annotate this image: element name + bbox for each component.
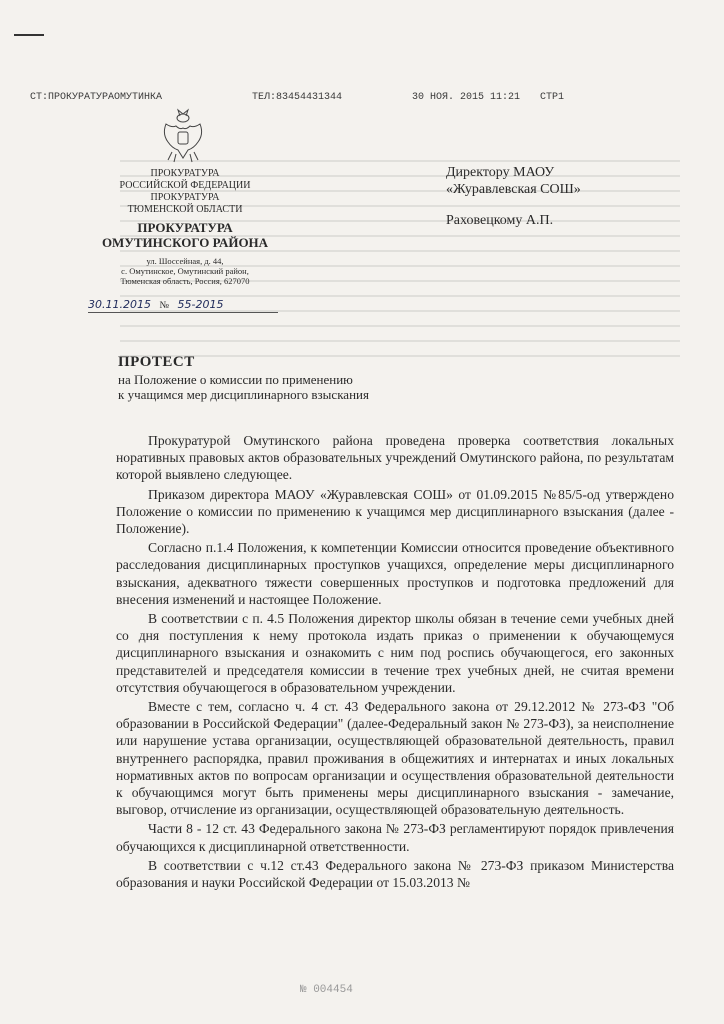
registration-number: 55-2015 bbox=[177, 298, 224, 311]
registration-line: 30.11.2015 № 55-2015 bbox=[88, 298, 278, 313]
pen-mark bbox=[14, 34, 44, 36]
document-subtitle: на Положение о комиссии по применению к учащимся мер дисциплинарного взыскания bbox=[118, 372, 369, 402]
fax-sender: СТ:ПРОКУРАТУРАОМУТИНКА bbox=[30, 92, 163, 103]
paragraph: В соответствии с ч.12 ст.43 Федерального закона № 273-ФЗ приказом Министерства образования и науки Российской Федерации от 15.03.2013 № bbox=[116, 857, 674, 891]
org-name-line2: ОМУТИНСКОГО РАЙОНА bbox=[101, 235, 269, 250]
paragraph: В соответствии с п. 4.5 Положения директор школы обязан в течение семи учебных дней со дня поступления к нему протокола издать приказ о применении к обучающемуся дисциплинарного взыскания и ознакомить с ним под роспись обучающегося, его законных представителей и председателя комиссии в течение трех учебных дней, не считая времени отсутствия обучающегося в образовательном учреждении. bbox=[116, 611, 674, 695]
fax-header bbox=[30, 92, 690, 106]
paragraph: Согласно п.1.4 Положения, к компетенции Комиссии относится проведение объективного расследования дисциплинарных проступков учащихся, определение меры дисциплинарного взыскания, адекватного тяжести совершенных проступков и подготовка предложений для внесения изменений и настоящее Положение. bbox=[116, 540, 674, 607]
paragraph: Приказом директора МАОУ «Журавлевская СОШ» от 01.09.2015 №85/5-од утверждено Положение о комиссии по применению к учащимся мер дисциплинарного взыскания (далее - Положение). bbox=[116, 486, 674, 537]
registration-date: 30.11.2015 bbox=[88, 298, 151, 311]
paragraph: Прокуратурой Омутинского района проведена проверка соответствия локальных норативных правовых актов образовательных учреждений Омутинского района, по результатам которой выявлено следующее. bbox=[116, 433, 674, 483]
fax-date: 30 НОЯ. 2015 11:21 bbox=[412, 92, 521, 103]
paragraph: Вместе с тем, согласно ч. 4 ст. 43 Федерального закона от 29.12.2012 № 273-ФЗ "Об образовании в Российской Федерации" (далее-Федеральный закон № 273-ФЗ), за неисполнение или нарушение устава организации, осуществляющей образовательной деятельность, правил внутреннего распорядка, правил проживания в общежитиях и интернатах и иных локальных нормативных актов по вопросам организации и осуществления образовательной деятельности к обучающимся могут быть применены меры дисциплинарного взыскания - замечание, выговор, отчисление из организации, осуществляющей образовательную деятельность. bbox=[116, 699, 674, 818]
fax-phone: ТЕЛ:83454431344 bbox=[252, 92, 343, 103]
org-address: ул. Шоссейная, д. 44, с. Омутинское, Омутинский район, Тюменская область, Россия, 627070 bbox=[120, 256, 250, 286]
org-name-line1: ПРОКУРАТУРА bbox=[137, 220, 233, 235]
recipient-block: Директору МАОУ «Журавлевская СОШ» Раховецкому А.П. bbox=[446, 164, 686, 229]
fax-page: СТР1 bbox=[540, 92, 565, 103]
recipient-name: Раховецкому А.П. bbox=[446, 213, 554, 228]
document-body bbox=[116, 432, 674, 893]
coat-of-arms-icon bbox=[158, 108, 208, 164]
paragraph: Части 8 - 12 ст. 43 Федерального закона № 273-ФЗ регламентируют порядок привлечения обучающихся к дисциплинарной ответственности. bbox=[116, 821, 674, 854]
serial-stamp: № 004454 bbox=[300, 984, 353, 996]
sender-organization: ПРОКУРАТУРА РОССИЙСКОЙ ФЕДЕРАЦИИ ПРОКУРАТУРА ТЮМЕНСКОЙ ОБЛАСТИ ПРОКУРАТУРА ОМУТИНСКОГО РАЙОНА ул. Шоссейная, д. 44, с. Омутинское, Омутинский район, Тюменская область, Россия, 627070 bbox=[101, 168, 269, 286]
document-title: ПРОТЕСТ bbox=[118, 354, 195, 370]
